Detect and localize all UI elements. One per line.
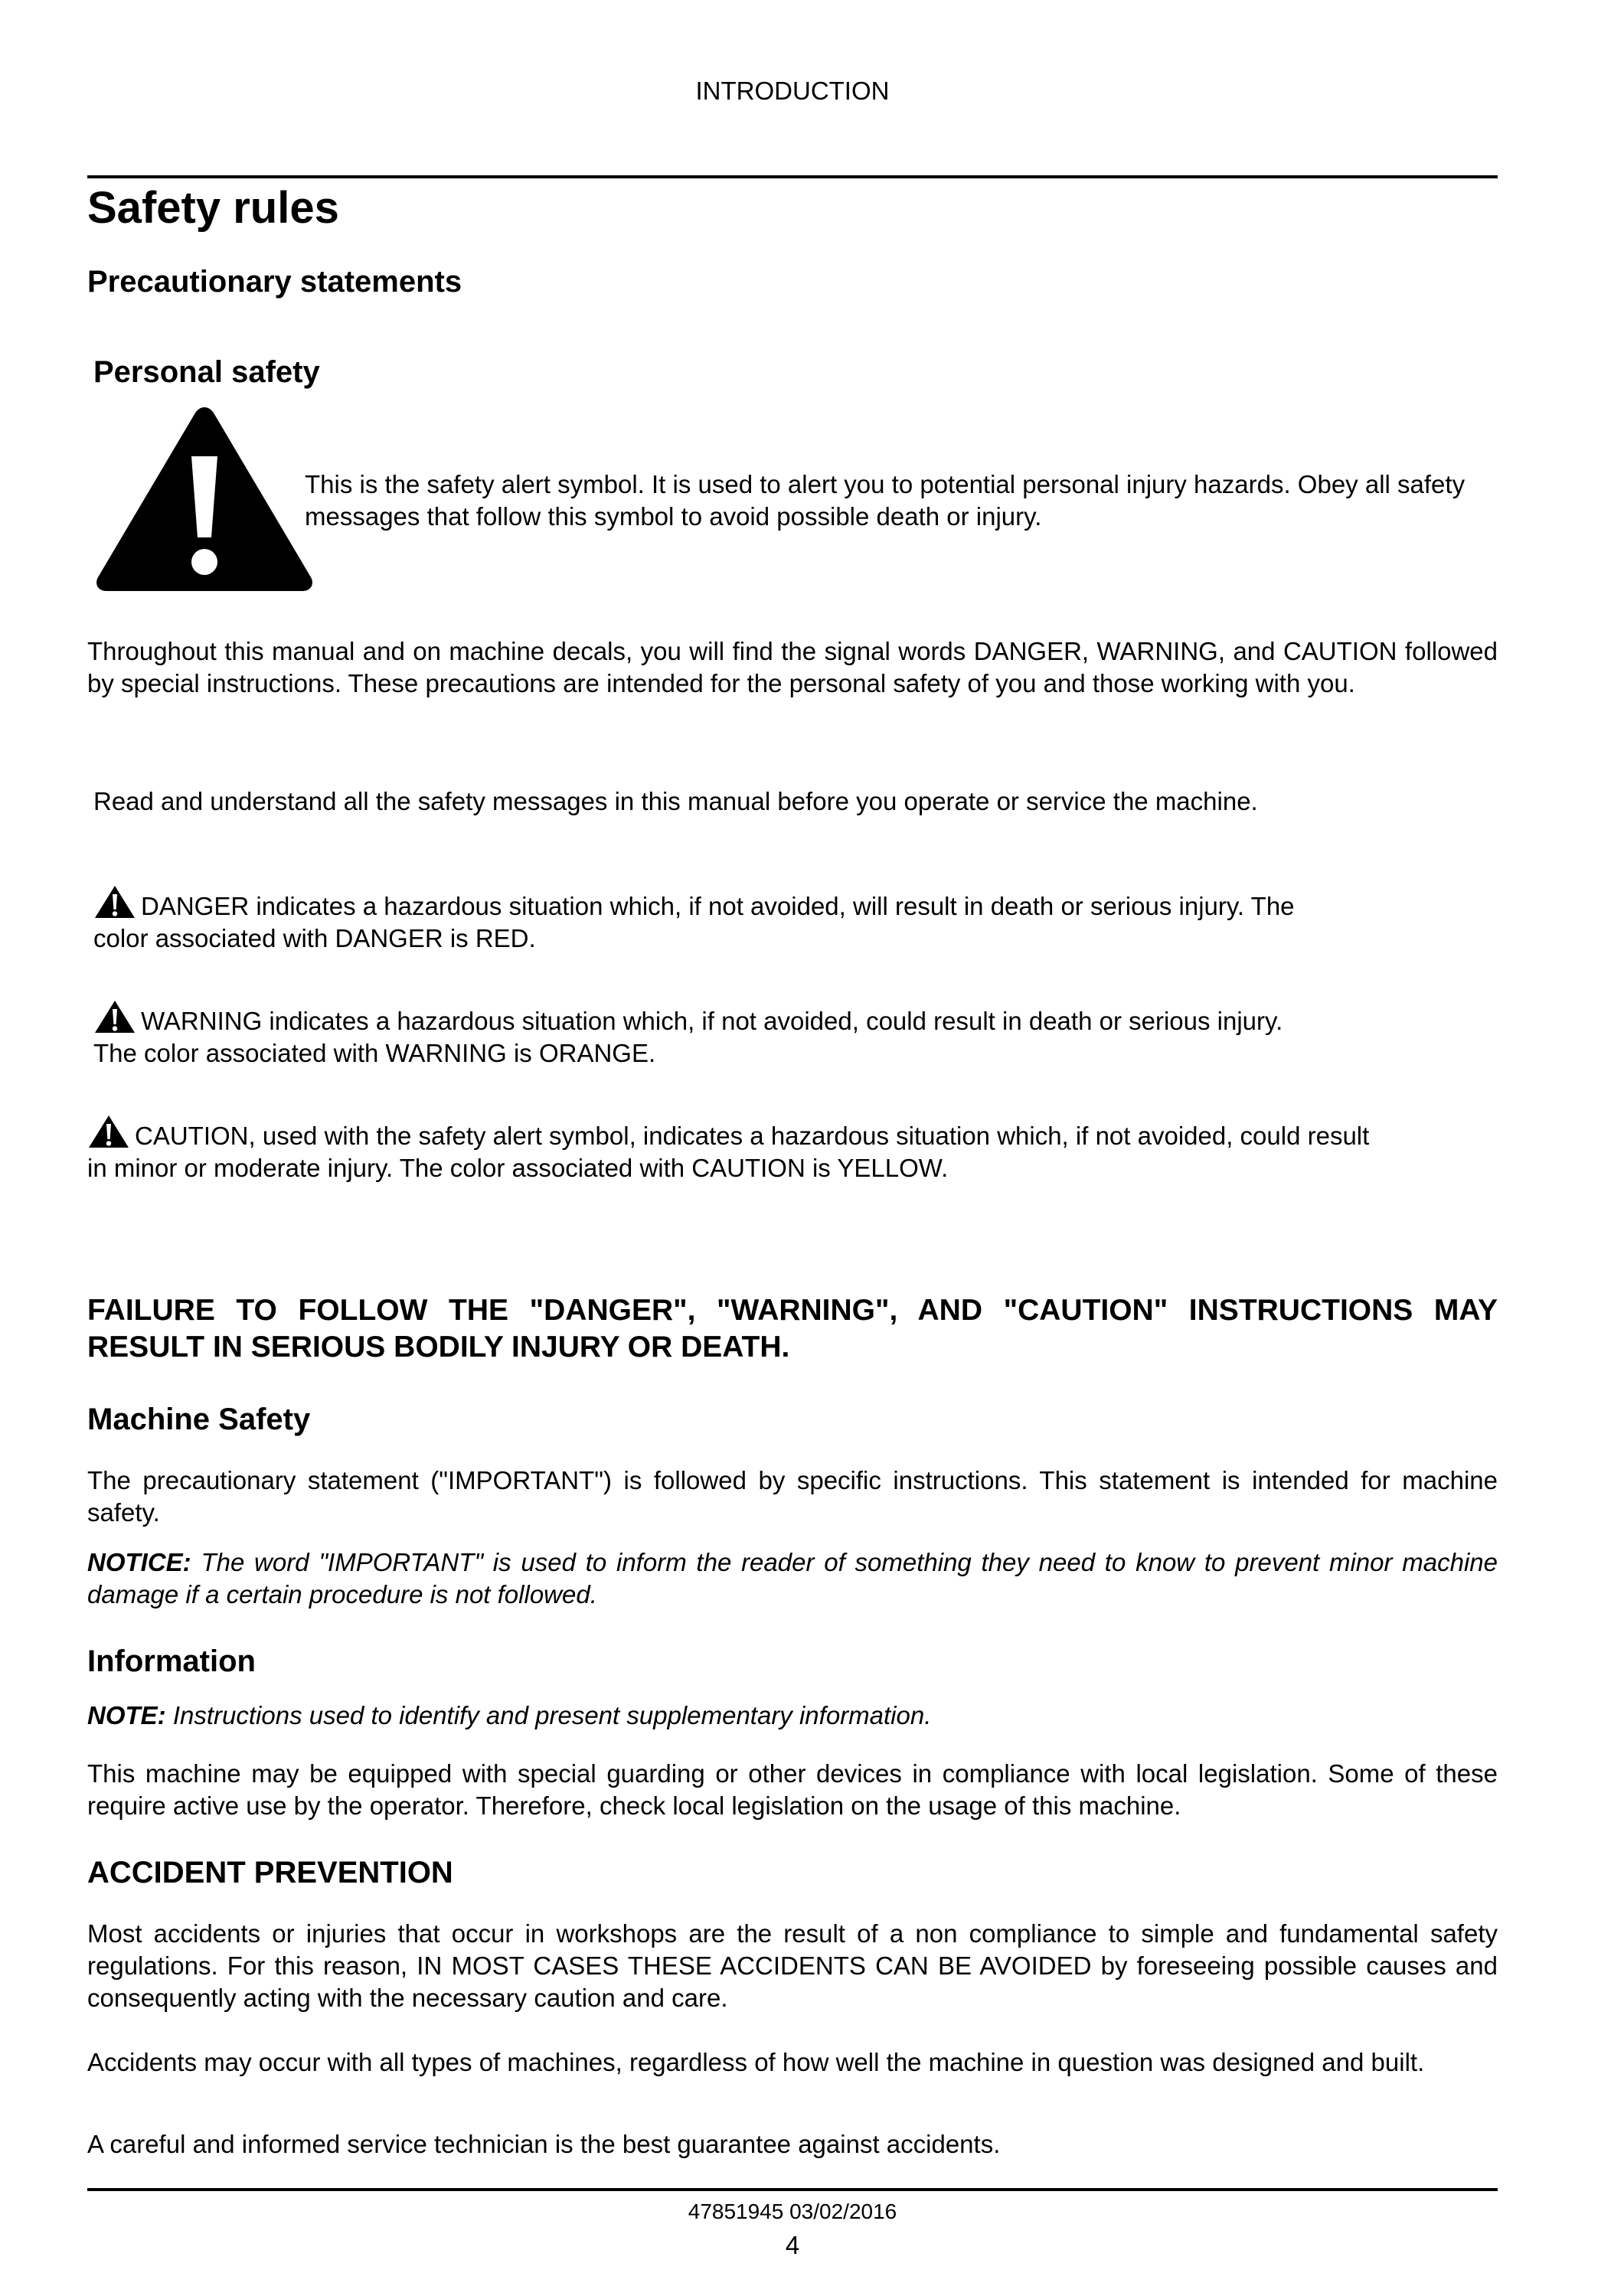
safety-alert-icon [93, 403, 315, 594]
information-heading: Information [87, 1644, 256, 1678]
warning-line-1: WARNING indicates a hazardous situation which, if not avoided, could result in death or serious injury. [141, 1007, 1283, 1035]
caution-line-1: CAUTION, used with the safety alert symbol, indicates a hazardous situation which, if not avoided, could result [135, 1122, 1370, 1150]
accident-prevention-heading: ACCIDENT PREVENTION [87, 1856, 453, 1889]
information-paragraph: This machine may be equipped with special guarding or other devices in compliance with local legislation. Some of these require active use by the operator. Therefore, check local legislation on the usage of this machine. [87, 1759, 1498, 1820]
warning-line-2: The color associated with WARNING is ORANGE. [93, 1039, 656, 1067]
page-number: 4 [785, 2231, 800, 2259]
notice-label: NOTICE: [87, 1548, 191, 1576]
caution-alert-icon [87, 1114, 130, 1149]
page-title: Safety rules [87, 183, 339, 233]
signal-words-paragraph: Throughout this manual and on machine decals, you will find the signal words DANGER, WARNING, and CAUTION followed by special instructions. These precautions are intended for the personal safety of you and those working with you. [87, 637, 1498, 697]
precautionary-statements-heading: Precautionary statements [87, 265, 462, 299]
caution-line-2: in minor or moderate injury. The color associated with CAUTION is YELLOW. [87, 1154, 949, 1182]
warning-statement [93, 999, 1504, 1070]
warning-alert-icon [93, 999, 136, 1034]
note-label: NOTE: [87, 1701, 166, 1729]
footer-rule [87, 2188, 1498, 2191]
read-understand-paragraph: Read and understand all the safety messages in this manual before you operate or service the machine. [93, 787, 1258, 815]
accident-prevention-paragraph-3: A careful and informed service technician is the best guarantee against accidents. [87, 2130, 1001, 2158]
accident-prevention-paragraph-1: Most accidents or injuries that occur in workshops are the result of a non compliance to simple and fundamental safety regulations. For this reason, IN MOST CASES THESE ACCIDENTS CAN BE AVOIDED by foreseeing possible causes and consequently acting with the necessary caution and care. [87, 1919, 1498, 2012]
document-reference: 47851945 03/02/2016 [688, 2200, 897, 2223]
notice-paragraph [87, 1546, 1498, 1611]
personal-safety-heading: Personal safety [93, 355, 320, 389]
danger-line-2: color associated with DANGER is RED. [93, 924, 536, 952]
failure-warning-text: FAILURE TO FOLLOW THE "DANGER", "WARNING", AND "CAUTION" INSTRUCTIONS MAY RESULT IN SERIOUS BODILY INJURY OR DEATH. [87, 1294, 1498, 1364]
machine-safety-heading: Machine Safety [87, 1403, 311, 1436]
note-text: Instructions used to identify and present supplementary information. [172, 1701, 932, 1729]
note-paragraph [87, 1700, 1498, 1732]
accident-prevention-paragraph-2: Accidents may occur with all types of machines, regardless of how well the machine in question was designed and built. [87, 2048, 1425, 2076]
danger-line-1: DANGER indicates a hazardous situation which, if not avoided, will result in death or serious injury. The [141, 892, 1295, 920]
safety-alert-symbol-text: This is the safety alert symbol. It is used to alert you to potential personal injury hazards. Obey all safety messages that follow this symbol to avoid possible death or injury. [305, 470, 1466, 531]
header-rule [87, 175, 1498, 178]
caution-statement [87, 1114, 1498, 1184]
notice-text: The word "IMPORTANT" is used to inform the reader of something they need to know to prevent minor machine damage if a certain procedure is not followed. [87, 1548, 1498, 1609]
machine-safety-paragraph: The precautionary statement ("IMPORTANT") is followed by specific instructions. This statement is intended for machine safety. [87, 1466, 1498, 1527]
danger-alert-icon [93, 884, 136, 919]
danger-statement [93, 884, 1504, 955]
running-header: INTRODUCTION [695, 77, 890, 105]
